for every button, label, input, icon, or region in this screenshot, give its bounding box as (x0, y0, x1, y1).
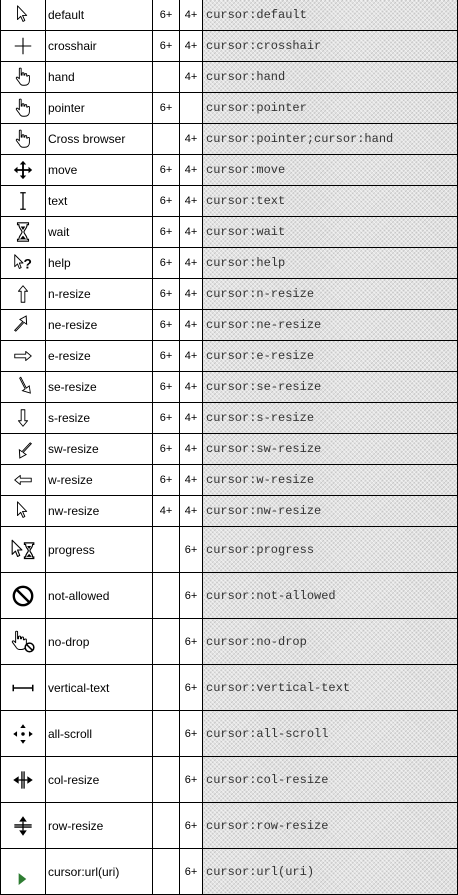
cursor-icon-cell (1, 403, 46, 434)
table-row (1, 665, 458, 711)
ns-version: 4+ (180, 496, 203, 527)
ns-version: 4+ (180, 279, 203, 310)
css-code: cursor:hand (203, 62, 458, 93)
cursor-name: ne-resize (46, 310, 153, 341)
cursor-icon-cell (1, 465, 46, 496)
cursor-icon-cell (1, 124, 46, 155)
n-resize-arrow-icon (1, 283, 45, 305)
cursor-name: hand (46, 62, 153, 93)
cursor-name: s-resize (46, 403, 153, 434)
ie-version: 6+ (153, 248, 180, 279)
ns-version: 6+ (180, 711, 203, 757)
svg-text:?: ? (23, 256, 32, 272)
ns-version: 4+ (180, 124, 203, 155)
ns-version: 6+ (180, 619, 203, 665)
hand-cursor-icon (1, 97, 45, 119)
ie-version: 6+ (153, 0, 180, 31)
table-row (1, 619, 458, 665)
cursor-icon-cell (1, 372, 46, 403)
cursor-icon-cell (1, 341, 46, 372)
ie-version: 6+ (153, 434, 180, 465)
table-row (1, 124, 458, 155)
ie-version: 6+ (153, 465, 180, 496)
not-allowed-icon (1, 583, 45, 609)
css-code: cursor:s-resize (203, 403, 458, 434)
no-drop-cursor-icon (1, 629, 45, 655)
ie-version: 6+ (153, 217, 180, 248)
css-code: cursor:all-scroll (203, 711, 458, 757)
row-resize-cursor-icon (1, 813, 45, 839)
cursor-icon-cell (1, 665, 46, 711)
cursor-name: move (46, 155, 153, 186)
ie-version: 6+ (153, 372, 180, 403)
ns-version: 4+ (180, 465, 203, 496)
cursor-icon-cell (1, 803, 46, 849)
css-code: cursor:crosshair (203, 31, 458, 62)
ns-version: 6+ (180, 803, 203, 849)
table-row (1, 248, 458, 279)
ns-version: 4+ (180, 341, 203, 372)
css-code: cursor:move (203, 155, 458, 186)
ne-resize-arrow-icon (1, 314, 45, 336)
cursor-name: se-resize (46, 372, 153, 403)
table-row (1, 155, 458, 186)
ie-version (153, 619, 180, 665)
cursor-name: crosshair (46, 31, 153, 62)
ie-version: 6+ (153, 155, 180, 186)
ns-version: 4+ (180, 31, 203, 62)
ie-version: 6+ (153, 279, 180, 310)
css-code: cursor:n-resize (203, 279, 458, 310)
css-code: cursor:no-drop (203, 619, 458, 665)
cursor-icon-cell (1, 155, 46, 186)
css-code: cursor:col-resize (203, 757, 458, 803)
table-row (1, 0, 458, 31)
e-resize-arrow-icon (1, 345, 45, 367)
table-row (1, 403, 458, 434)
css-code: cursor:ne-resize (203, 310, 458, 341)
ns-version: 4+ (180, 62, 203, 93)
css-code: cursor:nw-resize (203, 496, 458, 527)
css-code: cursor:sw-resize (203, 434, 458, 465)
css-code: cursor:pointer;cursor:hand (203, 124, 458, 155)
ie-version (153, 527, 180, 573)
cursor-icon-cell (1, 573, 46, 619)
ie-version (153, 573, 180, 619)
ie-version: 4+ (153, 496, 180, 527)
cursor-name: text (46, 186, 153, 217)
ie-version: 6+ (153, 186, 180, 217)
cursor-name: pointer (46, 93, 153, 124)
cursor-name: help (46, 248, 153, 279)
ns-version: 6+ (180, 757, 203, 803)
table-row (1, 279, 458, 310)
ns-version: 4+ (180, 248, 203, 279)
arrow-cursor-icon (1, 4, 45, 26)
cursor-name: vertical-text (46, 665, 153, 711)
ns-version: 4+ (180, 434, 203, 465)
css-code: cursor:url(uri) (203, 849, 458, 895)
text-ibeam-cursor-icon (1, 190, 45, 212)
cursor-name: Cross browser (46, 124, 153, 155)
cursor-icon-cell (1, 62, 46, 93)
ie-version (153, 124, 180, 155)
table-row (1, 803, 458, 849)
cursor-name: default (46, 0, 153, 31)
cursor-name: progress (46, 527, 153, 573)
w-resize-arrow-icon (1, 469, 45, 491)
table-row (1, 186, 458, 217)
cursor-icon-cell (1, 93, 46, 124)
table-row (1, 62, 458, 93)
cursor-icon-cell (1, 248, 46, 279)
cursor-icon-cell (1, 217, 46, 248)
css-code: cursor:default (203, 0, 458, 31)
css-code: cursor:wait (203, 217, 458, 248)
table-row (1, 31, 458, 62)
ns-version: 4+ (180, 0, 203, 31)
cursor-icon-cell (1, 434, 46, 465)
css-code: cursor:progress (203, 527, 458, 573)
cursor-name: e-resize (46, 341, 153, 372)
css-code: cursor:w-resize (203, 465, 458, 496)
table-row (1, 711, 458, 757)
cursor-icon-cell (1, 757, 46, 803)
table-row (1, 465, 458, 496)
table-row (1, 527, 458, 573)
ie-version (153, 757, 180, 803)
progress-cursor-icon (1, 537, 45, 563)
css-code: cursor:not-allowed (203, 573, 458, 619)
col-resize-cursor-icon (1, 767, 45, 793)
nw-resize-arrow-icon (1, 500, 45, 522)
css-code: cursor:row-resize (203, 803, 458, 849)
ns-version: 6+ (180, 527, 203, 573)
cursor-icon-cell (1, 31, 46, 62)
table-row (1, 93, 458, 124)
cursor-name: nw-resize (46, 496, 153, 527)
ns-version (180, 93, 203, 124)
vertical-text-cursor-icon (1, 675, 45, 701)
table-row (1, 217, 458, 248)
cursor-icon-cell (1, 496, 46, 527)
cursor-name: sw-resize (46, 434, 153, 465)
cursor-name: all-scroll (46, 711, 153, 757)
ie-version (153, 62, 180, 93)
cursor-name: no-drop (46, 619, 153, 665)
ns-version: 4+ (180, 217, 203, 248)
table-row (1, 310, 458, 341)
ie-version (153, 711, 180, 757)
cursor-name: n-resize (46, 279, 153, 310)
hand-cursor-icon (1, 66, 45, 88)
cursor-icon-cell (1, 310, 46, 341)
cursor-icon-cell (1, 186, 46, 217)
cursor-icon-cell (1, 279, 46, 310)
move-cursor-icon (1, 159, 45, 181)
table-row (1, 496, 458, 527)
cursor-name: wait (46, 217, 153, 248)
ns-version: 4+ (180, 310, 203, 341)
ns-version: 4+ (180, 403, 203, 434)
ns-version: 6+ (180, 849, 203, 895)
table-row (1, 573, 458, 619)
table-row (1, 849, 458, 895)
table-row (1, 372, 458, 403)
cursor-icon-cell (1, 527, 46, 573)
table-row (1, 341, 458, 372)
all-scroll-cursor-icon (1, 721, 45, 747)
ns-version: 4+ (180, 186, 203, 217)
ie-version: 6+ (153, 403, 180, 434)
cursor-name: not-allowed (46, 573, 153, 619)
table-row (1, 434, 458, 465)
hourglass-cursor-icon (1, 221, 45, 243)
ns-version: 6+ (180, 665, 203, 711)
ie-version: 6+ (153, 310, 180, 341)
crosshair-cursor-icon (1, 35, 45, 57)
ie-version (153, 849, 180, 895)
ns-version: 4+ (180, 372, 203, 403)
css-code: cursor:help (203, 248, 458, 279)
ie-version (153, 665, 180, 711)
cursor-name: w-resize (46, 465, 153, 496)
custom-url-cursor-icon (1, 859, 45, 885)
help-cursor-icon (1, 252, 45, 274)
hand-cursor-icon (1, 128, 45, 150)
cursor-icon-cell (1, 711, 46, 757)
cursor-name: row-resize (46, 803, 153, 849)
cursor-name: cursor:url(uri) (46, 849, 153, 895)
table-row (1, 757, 458, 803)
ie-version (153, 803, 180, 849)
cursor-icon-cell (1, 619, 46, 665)
css-code: cursor:e-resize (203, 341, 458, 372)
s-resize-arrow-icon (1, 407, 45, 429)
ns-version: 6+ (180, 573, 203, 619)
ie-version: 6+ (153, 93, 180, 124)
css-code: cursor:vertical-text (203, 665, 458, 711)
css-code: cursor:text (203, 186, 458, 217)
css-code: cursor:se-resize (203, 372, 458, 403)
cursor-icon-cell (1, 0, 46, 31)
ns-version: 4+ (180, 155, 203, 186)
se-resize-arrow-icon (1, 376, 45, 398)
ie-version: 6+ (153, 31, 180, 62)
sw-resize-arrow-icon (1, 438, 45, 460)
cursor-icon-cell (1, 849, 46, 895)
ie-version: 6+ (153, 341, 180, 372)
css-code: cursor:pointer (203, 93, 458, 124)
cursor-name: col-resize (46, 757, 153, 803)
